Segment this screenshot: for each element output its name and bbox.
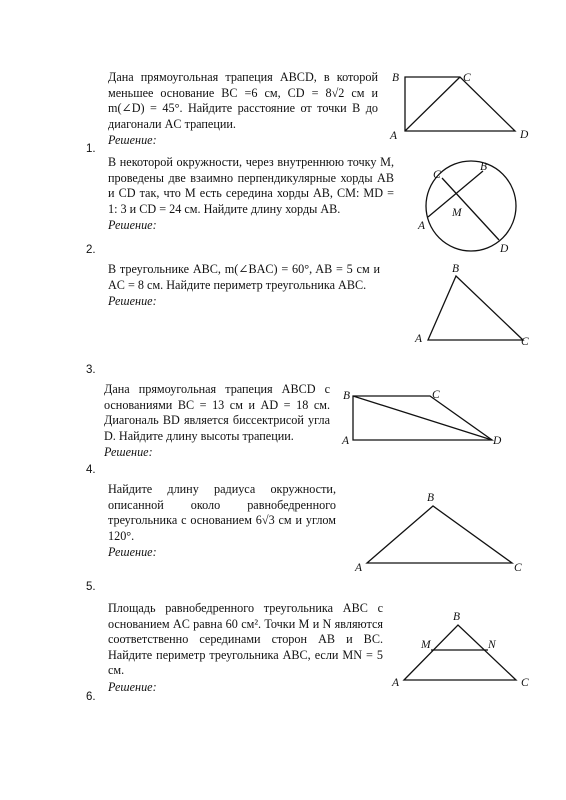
problem-2-text: В некоторой окружности, через внутреннюю точку M, проведены две взаимно перпендикулярные хорды AB и CD так, что M есть середина хорды AB, CM: MD = 1: 3 и CD = 24 см. Найдите длину хорды AB.	[108, 155, 394, 216]
label-a: A	[415, 333, 423, 345]
label-a: A	[355, 562, 363, 574]
problem-2-solution-label: Решение:	[108, 218, 157, 233]
problem-3-solution-label: Решение:	[108, 294, 157, 309]
problem-4-text: Дана прямоугольная трапеция ABCD с основаниями BC = 13 см и AD = 18 см. Диагональ BD является биссектрисой угла D. Найдите длину высоты трапеции.	[104, 382, 330, 443]
label-a: A	[418, 220, 426, 232]
problem-5-solution-label: Решение:	[108, 545, 157, 560]
label-c: C	[521, 677, 529, 689]
triangle-abc	[404, 625, 516, 680]
label-b: B	[452, 263, 460, 275]
problem-6-text: Площадь равнобедренного треугольника ABC с основанием AC равна 60 см². Точки M и N являются соответственно серединами сторон AB и BC. Найдите периметр треугольника ABC, если MN = 5 см.	[108, 601, 383, 678]
problem-5-text: Найдите длину радиуса окружности, описанной около равнобедренного треугольника с основанием 6√3 см и углом 120°.	[108, 482, 336, 543]
problem-1-text: Дана прямоугольная трапеция ABCD, в которой меньшее основание BC =6 см, CD = 8√2 см и m(∠D) = 45°. Найдите расстояние от точки B до диагонали AC трапеции.	[108, 70, 378, 131]
label-m: M	[452, 207, 462, 219]
label-b: B	[453, 611, 461, 623]
label-b: B	[392, 72, 400, 84]
label-d: D	[500, 243, 509, 255]
label-c: C	[521, 336, 529, 348]
label-c: C	[433, 169, 441, 181]
label-b: B	[343, 390, 351, 402]
problem-3-number: 3.	[86, 364, 96, 376]
problem-4-solution-label: Решение:	[104, 445, 153, 460]
label-c: C	[432, 389, 440, 401]
label-b: B	[480, 161, 488, 173]
label-d: D	[520, 129, 529, 141]
label-n: N	[488, 639, 496, 651]
label-d: D	[493, 435, 502, 447]
label-m: M	[421, 639, 431, 651]
problem-2-number: 2.	[86, 244, 96, 256]
label-c: C	[463, 72, 471, 84]
label-a: A	[342, 435, 350, 447]
problem-6-number: 6.	[86, 691, 96, 703]
problem-5-number: 5.	[86, 581, 96, 593]
problem-3-text: В треугольнике ABC, m(∠BAC) = 60°, AB = 5 см и AC = 8 см. Найдите периметр треугольника ABC.	[108, 262, 380, 292]
problem-4-number: 4.	[86, 464, 96, 476]
label-b: B	[427, 492, 435, 504]
problem-1-number: 1.	[86, 143, 96, 155]
label-a: A	[390, 130, 398, 142]
problem-6-solution-label: Решение:	[108, 679, 157, 694]
label-a: A	[392, 677, 400, 689]
label-c: C	[514, 562, 522, 574]
problem-1-solution-label: Решение:	[108, 133, 157, 148]
